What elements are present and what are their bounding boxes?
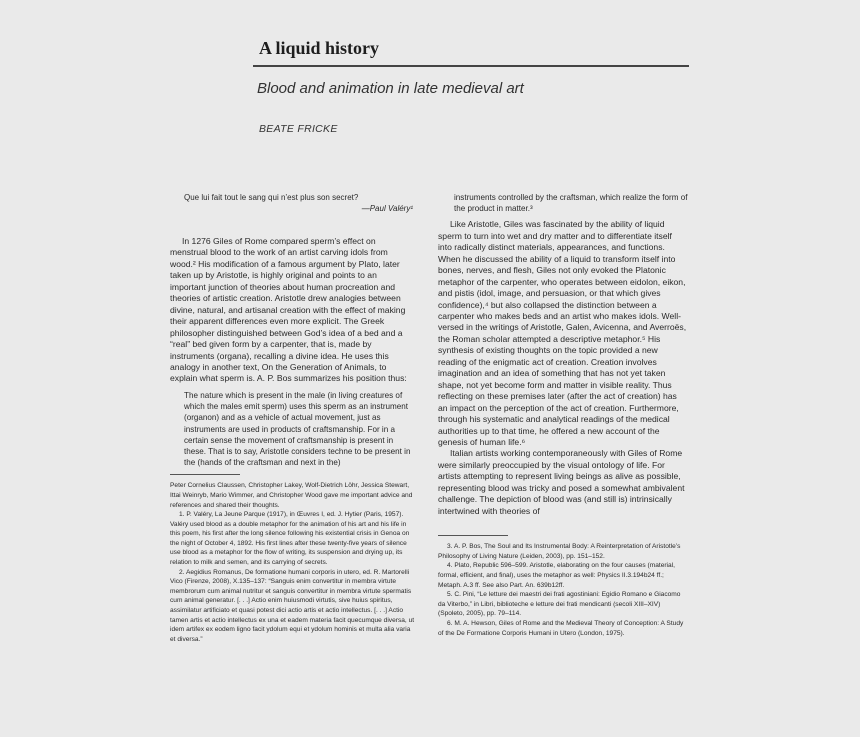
footnote-5: 5. C. Pini, “Le letture dei maestri dei frati agostiniani: Egidio Romano e Giacomo da Viterbo,” in Libri, biblioteche e letture dei frati mendicanti (secoli XIII–XIV) (Spoleto, 2005), pp. 79–114. bbox=[438, 591, 681, 618]
epigraph bbox=[184, 192, 415, 214]
epigraph-source: —Paul Valéry¹ bbox=[361, 204, 413, 213]
footnote-ack: Peter Cornelius Claussen, Christopher Lakey, Wolf-Dietrich Löhr, Jessica Stewart, Ittai Weinryb, Mario Wimmer, and Christopher Wood gave me important advice and references and shared their thoughts. bbox=[170, 482, 413, 509]
block-quote-continued: instruments controlled by the craftsman, which realize the form of the product in matter.³ bbox=[454, 193, 688, 214]
article-subtitle: Blood and animation in late medieval art bbox=[257, 80, 524, 97]
footnote-rule bbox=[170, 474, 240, 475]
left-column bbox=[170, 192, 415, 644]
article-author: BEATE FRICKE bbox=[259, 123, 338, 135]
footnote-6: 6. M. A. Hewson, Giles of Rome and the Medieval Theory of Conception: A Study of the De Formatione Corporis Humani in Utero (London, 1975). bbox=[438, 619, 684, 637]
title-rule bbox=[253, 65, 689, 67]
article-title: A liquid history bbox=[259, 38, 380, 58]
footnote-rule bbox=[438, 535, 508, 536]
footnote-2: 2. Aegidius Romanus, De formatione humani corporis in utero, ed. R. Martorelli Vico (Firenze, 2008), X.135–137: “Sanguis enim convertitur in membra virtute membrorum cum animal nutritur et sanguis convertitur in membra virtute spermatis cum animal generatur. [. . .] Actio enim huiusmodi virtutis, sive huius spiritus, assimilatur artificiato et quasi potest dici actio artis et actio intellectus. [. . .] Actio tamen artis et actio intellectus ex una et eadem materia facit quecumque diversa, ut idem artifex ex eodem ligno facit ydolum equi et ydolum hominis et multa alia varia et diversa.” bbox=[170, 568, 415, 643]
right-column bbox=[438, 192, 688, 638]
block-quote: The nature which is present in the male (in living creatures of which the males emit sperm) uses this sperm as an instrument (organon) and as a vehicle of actual movement, just as instruments are used in products of craftsmanship. For in a certain sense the movement of craftsmanship is present in these. That is to say, Aristotle considers techne to be present in the (hands of the craftsman and next in the) bbox=[184, 390, 411, 468]
body-paragraph: Like Aristotle, Giles was fascinated by the ability of liquid sperm to turn into wet and dry matter and to differentiate itself into radically distinct materials, appearances, and functions. When he discussed the ability of a liquid to transform itself into bones, nerves, and flesh, Giles not only evoked the Platonic metaphor of the carpenter, who operates between eidolon, eikon, and pistis (idol, image, and persuasion, or that which gives confidence),⁴ but also collapsed the distinction between a carpenter who makes beds and an artist who makes idols. Well-versed in the writings of Aristotle, Galen, Avicenna, and Averroës, the Roman scholar attempted a descriptive metaphor.⁵ His synthesis of existing thoughts on the topic provided a new reading of the enigmatic act of creation. Creation involves imagination and an idea of something that has not yet taken shape, not yet become form and matter in visible reality. Thus reflecting on these premises later (after the act of creation) has an impact on the perception of the act of creation. Furthermore, through his systematic and analytical readings of the medical authorities up to that time, he offered a new account of the genesis of human life.⁶ bbox=[438, 219, 687, 448]
body-paragraph: Italian artists working contemporaneously with Giles of Rome were similarly preoccupied by the visual ontology of life. For artists attempting to represent living beings as alive as possible, representing blood was tricky and posed a somewhat ambivalent challenge. The depiction of blood was (and still is) intrinsically intertwined with theories of bbox=[438, 448, 685, 516]
footnote-4: 4. Plato, Republic 596–599. Aristotle, elaborating on the four causes (material, formal, efficient, and final), uses the metaphor as well: Physics II.3.194b24 ff.; Metaph. A.3 ff. See also Part. An. 639b12ff. bbox=[438, 562, 675, 589]
footnote-1: 1. P. Valéry, La Jeune Parque (1917), in Œuvres I, ed. J. Hytier (Paris, 1957). Valéry used blood as a double metaphor for the animation of his art and his life in this poem, his first after the long silence following his existential crisis in Genoa on the night of October 4, 1892. His first lines after these twenty-five years of silence use blood as a metaphor for the flow of writing, its suspension and drying up, its relation to milk and semen, and its carrying of secrets. bbox=[170, 511, 410, 567]
footnote-3: 3. A. P. Bos, The Soul and Its Instrumental Body: A Reinterpretation of Aristotle’s Philosophy of Living Nature (Leiden, 2003), pp. 151–152. bbox=[438, 543, 681, 560]
epigraph-line: Que lui fait tout le sang qui n’est plus son secret? bbox=[184, 193, 359, 202]
body-paragraph: In 1276 Giles of Rome compared sperm’s effect on menstrual blood to the work of an artist carving idols from wood.² His modification of a famous argument by Plato, later taken up by Aristotle, is highly original and points to an important junction of theories about human procreation and theories of artistic creation. Aristotle drew analogies between divine, natural, and artisanal creation with the effect of making their apparent differences even more explicit. The Greek philosopher distinguished between God’s idea of a bed and a “real” bed given form by a carpenter, that is, made by instruments (organa), recalling a divine idea. He uses this analogy in another text, On the Generation of Animals, to explain what sperm is. A. P. Bos summarizes his position thus: bbox=[170, 236, 407, 384]
